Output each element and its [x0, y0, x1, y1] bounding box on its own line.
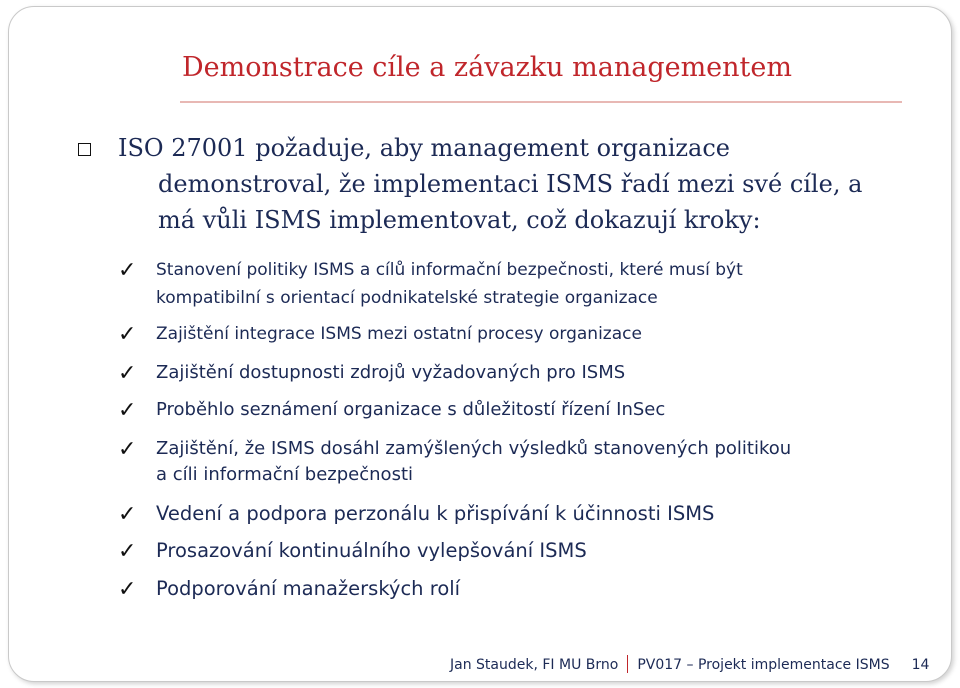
main-point	[118, 130, 863, 238]
checklist-item	[156, 436, 791, 488]
main-point-line: ISO 27001 požaduje, aby management organizace	[118, 134, 730, 162]
checklist-item	[156, 360, 625, 386]
checklist-item-line: Zajištění integrace ISMS mezi ostatní procesy organizace	[156, 324, 642, 344]
title-divider	[180, 101, 902, 103]
footer-separator	[627, 655, 628, 673]
checklist-item-line: Zajištění, že ISMS dosáhl zamýšlených výsledků stanovených politikou	[156, 438, 792, 459]
check-mark-icon: ✓	[118, 258, 137, 283]
main-point-line: má vůli ISMS implementovat, což dokazují kroky:	[158, 206, 761, 234]
checklist-item-line: Vedení a podpora perzonálu k přispívání k účinnosti ISMS	[156, 502, 715, 525]
checklist-item	[156, 256, 743, 312]
check-mark-icon: ✓	[118, 398, 137, 423]
check-mark-icon: ✓	[118, 361, 137, 386]
checklist-item	[156, 320, 642, 348]
checklist-item	[156, 576, 460, 602]
checklist-item-line: Stanovení politiky ISMS a cílů informační bezpečnosti, které musí být	[156, 260, 743, 280]
checklist-item-line: kompatibilní s orientací podnikatelské strategie organizace	[156, 288, 658, 308]
checklist-item-line: Podporování manažerských rolí	[156, 577, 461, 600]
page-number: 14	[911, 657, 930, 673]
slide-footer	[450, 655, 929, 673]
check-mark-icon: ✓	[118, 502, 137, 527]
footer-course: PV017 – Projekt implementace ISMS	[637, 657, 890, 673]
check-mark-icon: ✓	[118, 437, 137, 462]
square-bullet-icon	[78, 143, 91, 156]
checklist-item	[156, 538, 587, 564]
footer-author: Jan Staudek, FI MU Brno	[450, 657, 619, 673]
checklist-item-line: Proběhlo seznámení organizace s důležitostí řízení InSec	[156, 399, 666, 420]
checklist-item-line: Prosazování kontinuálního vylepšování ISMS	[156, 539, 587, 562]
slide-title: Demonstrace cíle a závazku managementem	[182, 52, 792, 83]
checklist-item	[156, 397, 665, 423]
check-mark-icon: ✓	[118, 577, 137, 602]
checklist-item-line: Zajištění dostupnosti zdrojů vyžadovaných pro ISMS	[156, 362, 626, 383]
checklist-item	[156, 501, 714, 527]
main-point-line: demonstroval, že implementaci ISMS řadí mezi své cíle, a	[158, 170, 863, 198]
check-mark-icon: ✓	[118, 539, 137, 564]
checklist-item-line: a cíli informační bezpečnosti	[156, 464, 414, 485]
check-mark-icon: ✓	[118, 322, 137, 347]
